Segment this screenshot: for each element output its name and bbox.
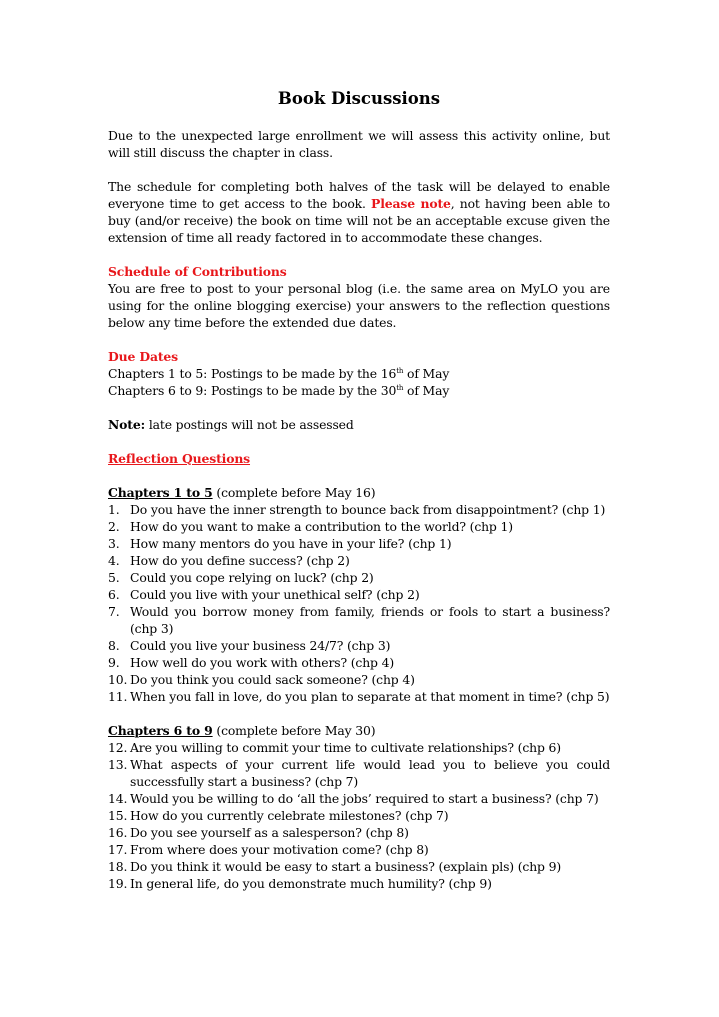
- due-date-2-suffix: th: [396, 384, 404, 392]
- question-item: [108, 858, 610, 875]
- question-list-1: [108, 501, 610, 705]
- question-number: 15.: [108, 808, 128, 823]
- intro-paragraph-1: Due to the unexpected large enrollment we will assess this activity online, but will still discuss the chapter in class.: [108, 128, 610, 160]
- question-text: Do you think you could sack someone? (chp 4): [130, 672, 415, 687]
- question-item: [108, 569, 610, 586]
- question-item: [108, 790, 610, 807]
- reflection-heading: Reflection Questions: [108, 451, 251, 466]
- question-text: When you fall in love, do you plan to separate at that moment in time? (chp 5): [130, 689, 610, 704]
- question-number: 17.: [108, 842, 128, 857]
- question-number: 5.: [108, 570, 120, 585]
- question-text: Are you willing to commit your time to cultivate relationships? (chp 6): [130, 740, 561, 755]
- group-1-heading: Chapters 1 to 5: [108, 485, 213, 500]
- question-number: 19.: [108, 876, 128, 891]
- question-text: Could you live with your unethical self? (chp 2): [130, 587, 420, 602]
- question-item: [108, 637, 610, 654]
- question-text: Could you cope relying on luck? (chp 2): [130, 570, 374, 585]
- question-item: [108, 824, 610, 841]
- question-item: [108, 535, 610, 552]
- intro-text-after: , not having been able to buy (and/or receive) the book on time will not be an acceptable excuse given the extension of time all ready factored in to accommodate these changes.: [108, 196, 610, 245]
- question-number: 11.: [108, 689, 128, 704]
- due-date-2-month: of May: [403, 383, 450, 398]
- question-number: 14.: [108, 791, 128, 806]
- question-text: Would you borrow money from family, friends or fools to start a business? (chp 3): [130, 604, 610, 636]
- question-item: [108, 807, 610, 824]
- late-note: [108, 416, 610, 433]
- question-item: [108, 739, 610, 756]
- group-1-subtitle: (complete before May 16): [212, 485, 376, 500]
- intro-text-before: The schedule for completing both halves of the task will be delayed to enable everyone time to get access to the book.: [108, 179, 610, 211]
- question-number: 3.: [108, 536, 120, 551]
- question-item: [108, 518, 610, 535]
- due-date-1-text: Chapters 1 to 5: Postings to be made by the 16: [108, 366, 397, 381]
- due-date-line-1: [108, 365, 610, 382]
- question-text: Do you think it would be easy to start a business? (explain pls) (chp 9): [130, 859, 562, 874]
- question-number: 8.: [108, 638, 120, 653]
- group-2-heading: Chapters 6 to 9: [108, 723, 213, 738]
- question-text: Could you live your business 24/7? (chp 3): [130, 638, 391, 653]
- note-label: Note:: [108, 417, 146, 432]
- question-number: 4.: [108, 553, 120, 568]
- question-item: [108, 552, 610, 569]
- question-text: Would you be willing to do ‘all the jobs’ required to start a business? (chp 7): [130, 791, 599, 806]
- question-number: 7.: [108, 604, 120, 619]
- question-item: [108, 688, 610, 705]
- note-text: late postings will not be assessed: [145, 417, 354, 432]
- due-date-line-2: [108, 382, 610, 399]
- question-item: [108, 654, 610, 671]
- question-number: 1.: [108, 502, 120, 517]
- question-text: Do you have the inner strength to bounce back from disappointment? (chp 1): [130, 502, 606, 517]
- intro-paragraph-2: [108, 178, 610, 246]
- question-list-2: [108, 739, 610, 892]
- due-date-1-month: of May: [403, 366, 450, 381]
- question-item: [108, 501, 610, 518]
- schedule-heading: Schedule of Contributions: [108, 264, 287, 279]
- question-item: [108, 603, 610, 637]
- group-2-subtitle: (complete before May 30): [212, 723, 376, 738]
- group-1-header: [108, 484, 610, 501]
- page-title: Book Discussions: [277, 89, 441, 108]
- due-dates-heading: Due Dates: [108, 349, 178, 364]
- question-item: [108, 841, 610, 858]
- question-item: [108, 875, 610, 892]
- question-text: From where does your motivation come? (chp 8): [130, 842, 429, 857]
- question-number: 16.: [108, 825, 128, 840]
- question-item: [108, 756, 610, 790]
- question-text: How do you currently celebrate milestones? (chp 7): [130, 808, 449, 823]
- question-text: How many mentors do you have in your life? (chp 1): [130, 536, 452, 551]
- please-note-label: Please note: [371, 196, 451, 211]
- question-number: 12.: [108, 740, 128, 755]
- due-date-1-suffix: th: [396, 367, 404, 375]
- due-date-2-text: Chapters 6 to 9: Postings to be made by the 30: [108, 383, 397, 398]
- group-2-header: [108, 722, 610, 739]
- question-number: 9.: [108, 655, 120, 670]
- question-number: 6.: [108, 587, 120, 602]
- question-number: 13.: [108, 757, 128, 772]
- schedule-text: You are free to post to your personal blog (i.e. the same area on MyLO you are using for the online blogging exercise) your answers to the reflection questions below any time before the extended due dates.: [108, 281, 610, 330]
- question-text: What aspects of your current life would lead you to believe you could successfully start a business? (chp 7): [130, 757, 610, 789]
- question-number: 2.: [108, 519, 120, 534]
- question-number: 10.: [108, 672, 128, 687]
- question-text: How do you want to make a contribution to the world? (chp 1): [130, 519, 513, 534]
- question-item: [108, 671, 610, 688]
- question-text: How do you define success? (chp 2): [130, 553, 350, 568]
- question-text: How well do you work with others? (chp 4): [130, 655, 395, 670]
- question-text: Do you see yourself as a salesperson? (chp 8): [130, 825, 409, 840]
- document-page: [108, 88, 610, 892]
- question-text: In general life, do you demonstrate much humility? (chp 9): [130, 876, 492, 891]
- question-item: [108, 586, 610, 603]
- question-number: 18.: [108, 859, 128, 874]
